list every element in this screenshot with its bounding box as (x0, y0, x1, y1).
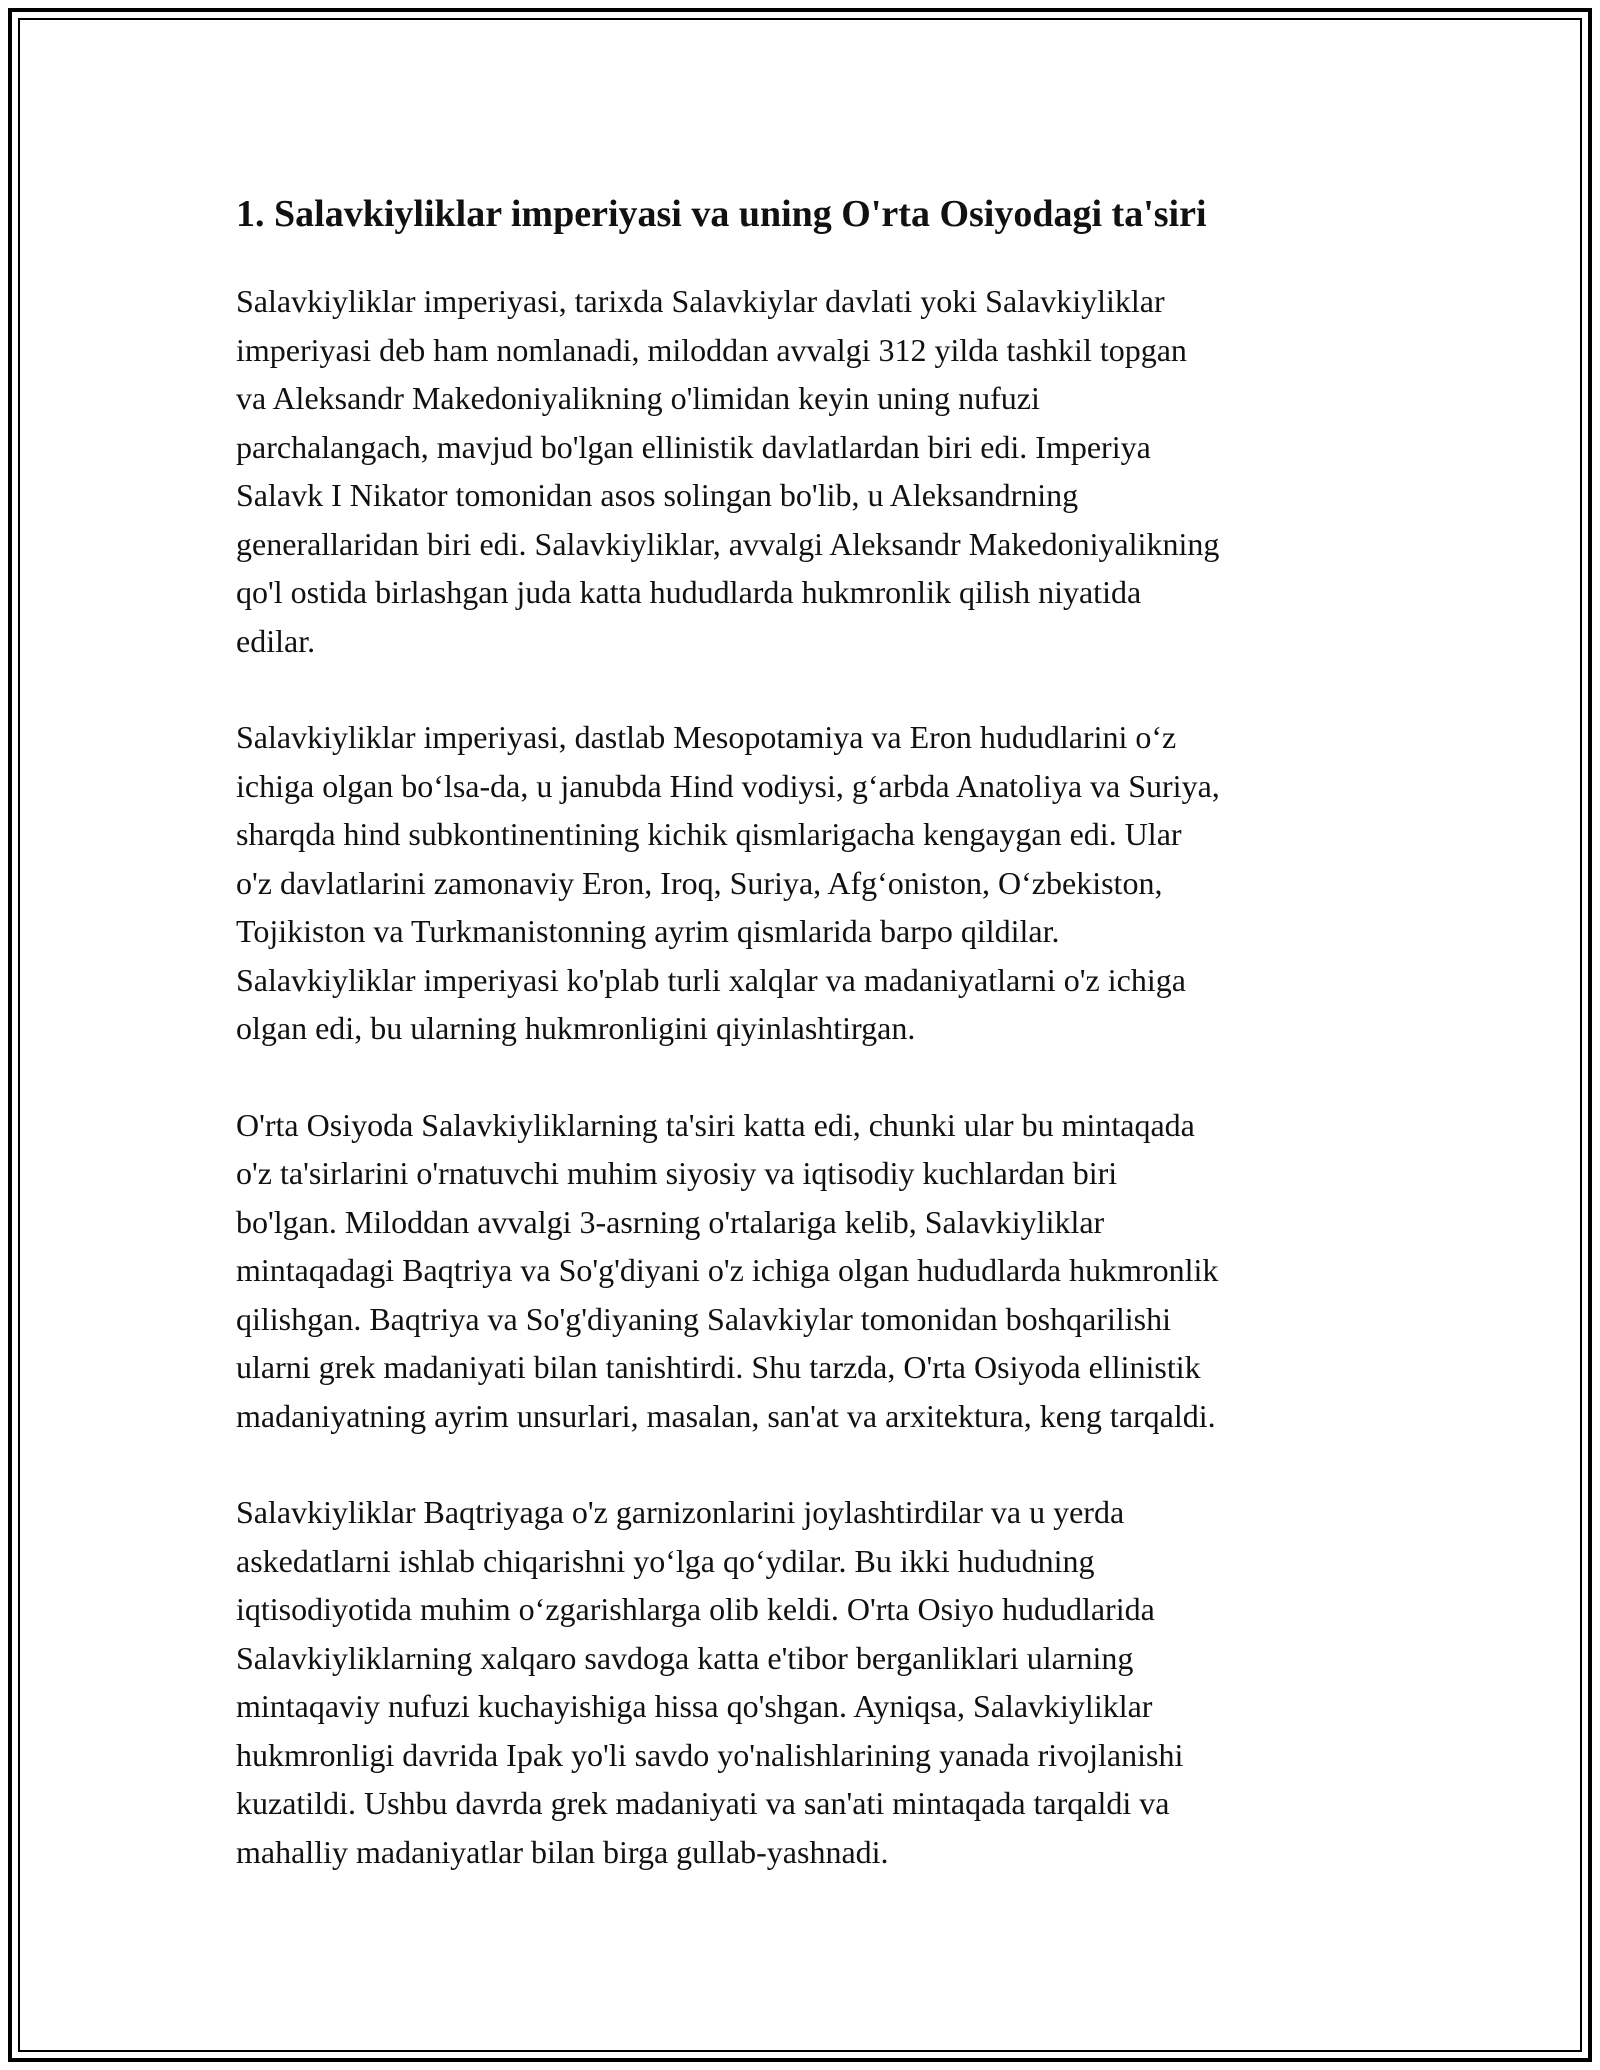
paragraph-2: Salavkiyliklar imperiyasi, dastlab Mesopotamiya va Eron hududlarini o‘z ichiga olgan bo‘lsa-da, u janubda Hind vodiysi, g‘arbda Anatoliya va Suriya, sharqda hind subkontinentining kichik qismlarigacha kengaygan edi. Ular o'z davlatlarini zamonaviy Eron, Iroq, Suriya, Afg‘oniston, O‘zbekiston, Tojikiston va Turkmanistonning ayrim qismlarida barpo qildilar. Salavkiyliklar imperiyasi ko'plab turli xalqlar va madaniyatlarni o'z ichiga olgan edi, bu ularning hukmronligini qiyinlashtirgan. (236, 719, 1220, 1046)
document-title: 1. Salavkiyliklar imperiyasi va uning O'rta Osiyodagi ta'siri (236, 193, 1207, 235)
paragraph-1: Salavkiyliklar imperiyasi, tarixda Salavkiylar davlati yoki Salavkiyliklar imperiyasi deb ham nomlanadi, miloddan avvalgi 312 yilda tashkil topgan va Aleksandr Makedoniyalikning o'limidan keyin uning nufuzi parchalangach, mavjud bo'lgan ellinistik davlatlardan biri edi. Imperiya Salavk I Nikator tomonidan asos solingan bo'lib, u Aleksandrning generallaridan biri edi. Salavkiyliklar, avvalgi Aleksandr Makedoniyalikning qo'l ostida birlashgan juda katta hududlarda hukmronlik qilish niyatida edilar. (236, 283, 1220, 659)
document-body (236, 183, 1384, 1924)
paragraph-3: O'rta Osiyoda Salavkiyliklarning ta'siri katta edi, chunki ular bu mintaqada o'z ta'sirlarini o'rnatuvchi muhim siyosiy va iqtisodiy kuchlardan biri bo'lgan. Miloddan avvalgi 3-asrning o'rtalariga kelib, Salavkiyliklar mintaqadagi Baqtriya va So'g'diyani o'z ichiga olgan hududlarda hukmronlik qilishgan. Baqtriya va So'g'diyaning Salavkiylar tomonidan boshqarilishi ularni grek madaniyati bilan tanishtirdi. Shu tarzda, O'rta Osiyoda ellinistik madaniyatning ayrim unsurlari, masalan, san'at va arxitektura, keng tarqaldi. (236, 1106, 1219, 1434)
paragraph-4: Salavkiyliklar Baqtriyaga o'z garnizonlarini joylashtirdilar va u yerda askedatlarni ishlab chiqarishni yo‘lga qo‘ydilar. Bu ikki hududning iqtisodiyotida muhim o‘zgarishlarga olib keldi. O'rta Osiyo hududlarida Salavkiyliklarning xalqaro savdoga katta e'tibor berganliklari ularning mintaqaviy nufuzi kuchayishiga hissa qo'shgan. Ayniqsa, Salavkiyliklar hukmronligi davrida Ipak yo'li savdo yo'nalishlarining yanada rivojlanishi kuzatildi. Ushbu davrda grek madaniyati va san'ati mintaqada tarqaldi va mahalliy madaniyatlar bilan birga gullab-yashnadi. (236, 1494, 1184, 1870)
